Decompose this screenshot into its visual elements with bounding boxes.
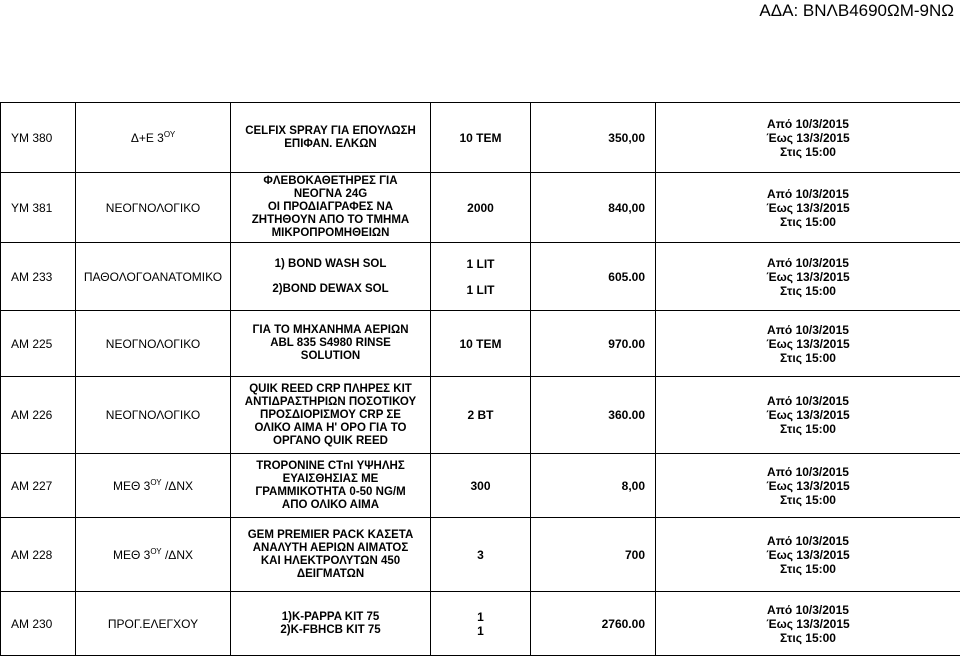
amount: 8,00	[531, 454, 656, 518]
quantity	[431, 103, 531, 173]
description-line: ΦΛΕΒΟΚΑΘΕΤΗΡΕΣ ΓΙΑ	[235, 175, 426, 188]
quantity-line	[435, 271, 526, 283]
description-line: ΚΑΙ ΗΛΕΚΤΡΟΛΥΤΩΝ 450	[235, 555, 426, 568]
description-line: ΜΙΚΡΟΠΡΟΜΗΘΕΙΩΝ	[235, 227, 426, 240]
department-cell	[76, 243, 231, 311]
amount: 350,00	[531, 103, 656, 173]
description-line: TROPONINE CTnI ΥΨΗΛΗΣ	[235, 460, 426, 473]
deadline-line: Στις 15:00	[660, 351, 956, 365]
description-line: ΓΙΑ ΤΟ ΜΗΧΑΝΗΜΑ ΑΕΡΙΩΝ	[235, 324, 426, 337]
deadline	[656, 377, 960, 454]
table-row	[1, 173, 960, 243]
quantity-line: 1 LIT	[435, 283, 526, 297]
description-line: 1) BOND WASH SOL	[235, 258, 426, 271]
deadline-line: Από 10/3/2015	[660, 117, 956, 131]
table-row	[1, 103, 960, 173]
description-line: SOLUTION	[235, 350, 426, 363]
deadline	[656, 173, 960, 243]
department-superscript: ΟΥ	[150, 478, 161, 487]
deadline-line: Από 10/3/2015	[660, 534, 956, 548]
department-superscript: ΟΥ	[164, 130, 175, 139]
department-suffix: /ΔΝΧ	[162, 548, 193, 562]
description-line: 2)K-FBHCB KIT 75	[235, 624, 426, 637]
quantity-line: 1 LIT	[435, 257, 526, 271]
procurement-table	[0, 102, 960, 656]
deadline	[656, 311, 960, 377]
department-cell	[76, 311, 231, 377]
deadline-line: Στις 15:00	[660, 562, 956, 576]
quantity	[431, 173, 531, 243]
quantity	[431, 454, 531, 518]
description-line: ΔΕΙΓΜΑΤΩΝ	[235, 568, 426, 581]
department-name: ΠΡΟΓ.ΕΛΕΓΧΟΥ	[108, 617, 198, 631]
description-line: ΠΡΟΣΔΙΟΡΙΣΜΟΥ CRP ΣΕ	[235, 409, 426, 422]
deadline-line: Έως 13/3/2015	[660, 337, 956, 351]
deadline-line: Από 10/3/2015	[660, 256, 956, 270]
table-row	[1, 518, 960, 592]
description-line: ΓΡΑΜΜΙΚΟΤΗΤΑ 0-50 NG/M	[235, 486, 426, 499]
description-line: ΕΥΑΙΣΘΗΣΙΑΣ ΜΕ	[235, 473, 426, 486]
description-line: ΟΡΓΑΝΟ QUIK REED	[235, 435, 426, 448]
description-line: 2)BOND DEWAX SOL	[235, 283, 426, 296]
deadline-line: Έως 13/3/2015	[660, 270, 956, 284]
deadline-line: Στις 15:00	[660, 284, 956, 298]
deadline-line: Στις 15:00	[660, 631, 956, 645]
quantity-line: 10 ΤΕΜ	[435, 131, 526, 145]
amount: 700	[531, 518, 656, 592]
deadline-line: Στις 15:00	[660, 493, 956, 507]
department-cell	[76, 173, 231, 243]
deadline-line: Έως 13/3/2015	[660, 131, 956, 145]
deadline-line: Από 10/3/2015	[660, 323, 956, 337]
quantity-line: 1	[435, 610, 526, 624]
deadline-line: Έως 13/3/2015	[660, 617, 956, 631]
deadline-line: Έως 13/3/2015	[660, 479, 956, 493]
quantity-line: 300	[435, 479, 526, 493]
department-cell	[76, 103, 231, 173]
deadline	[656, 592, 960, 656]
deadline	[656, 454, 960, 518]
quantity-line: 10 ΤΕΜ	[435, 337, 526, 351]
deadline-line: Από 10/3/2015	[660, 394, 956, 408]
item-code: ΥΜ 380	[1, 103, 76, 173]
quantity	[431, 592, 531, 656]
description-line: 1)K-PAPPA KIT 75	[235, 611, 426, 624]
quantity	[431, 311, 531, 377]
department-name: ΜΕΘ 3	[113, 479, 150, 493]
department-cell	[76, 518, 231, 592]
deadline	[656, 243, 960, 311]
deadline-line: Από 10/3/2015	[660, 465, 956, 479]
deadline	[656, 518, 960, 592]
description-line: ΟΙ ΠΡΟΔΙΑΓΡΑΦΕΣ ΝΑ	[235, 201, 426, 214]
description-line: ΕΠΙΦΑΝ. ΕΛΚΩΝ	[235, 138, 426, 151]
department-name: ΝΕΟΓΝΟΛΟΓΙΚΟ	[106, 337, 200, 351]
amount: 970.00	[531, 311, 656, 377]
description-line: GEM PREMIER PACK ΚΑΣΕΤΑ	[235, 529, 426, 542]
department-name: ΝΕΟΓΝΟΛΟΓΙΚΟ	[106, 408, 200, 422]
description-line: ΑΠΟ ΟΛΙΚΟ ΑΙΜΑ	[235, 499, 426, 512]
item-code: ΑΜ 225	[1, 311, 76, 377]
deadline	[656, 103, 960, 173]
quantity-line: 3	[435, 548, 526, 562]
department-name: ΝΕΟΓΝΟΛΟΓΙΚΟ	[106, 201, 200, 215]
description-line	[235, 271, 426, 283]
deadline-line: Έως 13/3/2015	[660, 408, 956, 422]
item-code: ΑΜ 227	[1, 454, 76, 518]
deadline-line: Στις 15:00	[660, 215, 956, 229]
department-superscript: ΟΥ	[150, 547, 161, 556]
table-row	[1, 454, 960, 518]
description-line: ΟΛΙΚΟ ΑΙΜΑ Η' ΟΡΟ ΓΙΑ ΤΟ	[235, 422, 426, 435]
amount: 2760.00	[531, 592, 656, 656]
quantity-line: 2 ΒΤ	[435, 408, 526, 422]
description-line: CELFIX SPRAY ΓΙΑ ΕΠΟΥΛΩΣΗ	[235, 125, 426, 138]
description-line: ΖΗΤΗΘΟΥΝ ΑΠΟ ΤΟ ΤΜΗΜΑ	[235, 214, 426, 227]
item-description	[231, 103, 431, 173]
item-description	[231, 377, 431, 454]
ada-code: ΑΔΑ: ΒΝΛΒ4690ΩΜ-9ΝΩ	[759, 0, 954, 22]
department-suffix: /ΔΝΧ	[162, 479, 193, 493]
department-cell	[76, 592, 231, 656]
deadline-line: Στις 15:00	[660, 145, 956, 159]
deadline-line: Από 10/3/2015	[660, 187, 956, 201]
department-name: Δ+Ε 3	[131, 131, 164, 145]
item-description	[231, 243, 431, 311]
deadline-line: Έως 13/3/2015	[660, 201, 956, 215]
amount: 840,00	[531, 173, 656, 243]
table-row	[1, 377, 960, 454]
description-line: ΑΝΑΛΥΤΗ ΑΕΡΙΩΝ ΑΙΜΑΤΟΣ	[235, 542, 426, 555]
amount: 360.00	[531, 377, 656, 454]
quantity-line: 2000	[435, 201, 526, 215]
item-description	[231, 454, 431, 518]
item-code: ΥΜ 381	[1, 173, 76, 243]
table-row	[1, 243, 960, 311]
item-description	[231, 311, 431, 377]
item-description	[231, 173, 431, 243]
item-code: ΑΜ 233	[1, 243, 76, 311]
quantity	[431, 243, 531, 311]
deadline-line: Από 10/3/2015	[660, 603, 956, 617]
department-name: ΜΕΘ 3	[113, 548, 150, 562]
amount: 605.00	[531, 243, 656, 311]
table-row	[1, 311, 960, 377]
description-line: ΝΕΟΓΝΑ 24G	[235, 188, 426, 201]
quantity-line: 1	[435, 624, 526, 638]
deadline-line: Έως 13/3/2015	[660, 548, 956, 562]
description-line: QUIK REED CRP ΠΛΗΡΕΣ ΚΙΤ	[235, 383, 426, 396]
table-row	[1, 592, 960, 656]
item-description	[231, 518, 431, 592]
item-code: ΑΜ 230	[1, 592, 76, 656]
department-cell	[76, 377, 231, 454]
quantity	[431, 518, 531, 592]
deadline-line: Στις 15:00	[660, 422, 956, 436]
department-name: ΠΑΘΟΛΟΓΟΑΝΑΤΟΜΙΚΟ	[84, 270, 222, 284]
description-line: ABL 835 S4980 RINSE	[235, 337, 426, 350]
item-code: ΑΜ 226	[1, 377, 76, 454]
quantity	[431, 377, 531, 454]
item-code: ΑΜ 228	[1, 518, 76, 592]
item-description	[231, 592, 431, 656]
department-cell	[76, 454, 231, 518]
description-line: ΑΝΤΙΔΡΑΣΤΗΡΙΩΝ ΠΟΣΟΤΙΚΟΥ	[235, 396, 426, 409]
